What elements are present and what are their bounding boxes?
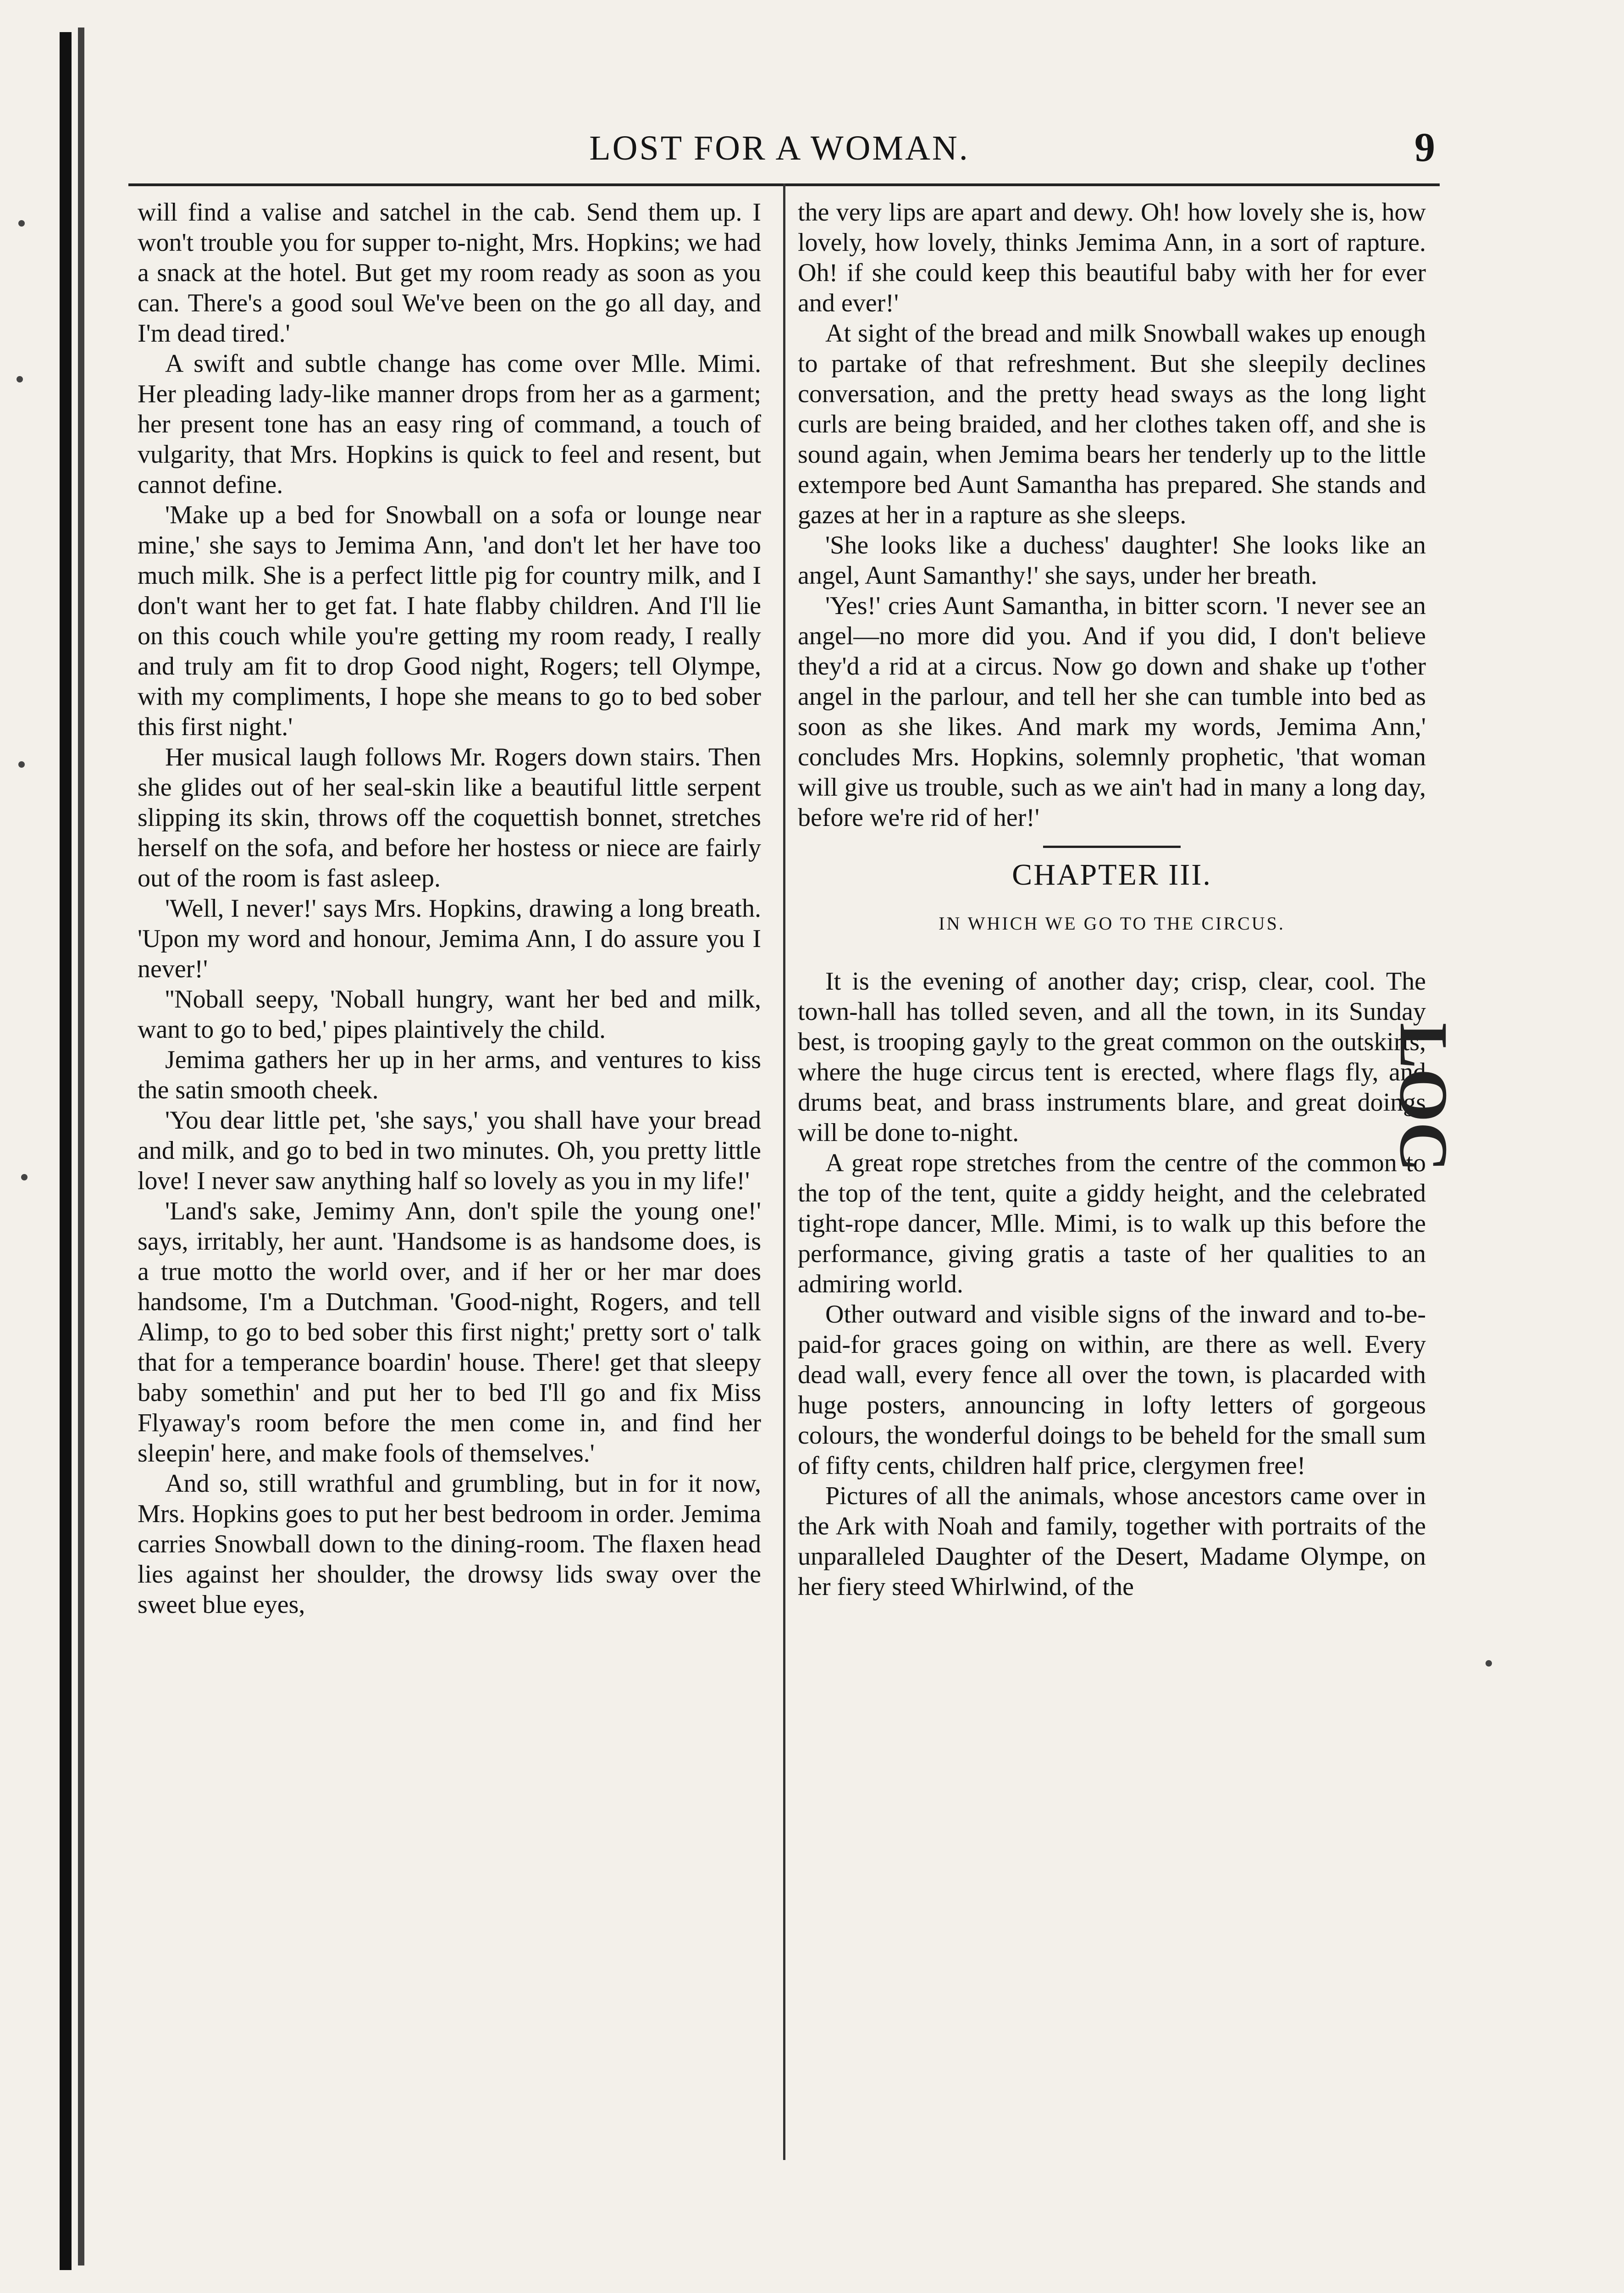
margin-speck bbox=[1486, 1660, 1492, 1667]
page-header bbox=[119, 124, 1440, 183]
margin-speck bbox=[18, 761, 25, 768]
paragraph: 'She looks like a duchess' daughter! She looks like an angel, Aunt Samanthy!' she says, under her breath. bbox=[798, 531, 1426, 590]
paragraph: Jemima gathers her up in her arms, and ventures to kiss the satin smooth cheek. bbox=[138, 1046, 761, 1104]
library-stamp: LOC bbox=[1386, 1023, 1462, 1172]
paragraph: ''Noball seepy, 'Noball hungry, want her bed and milk, want to go to bed,' pipes plaintively the child. bbox=[138, 985, 761, 1044]
paragraph: 'Make up a bed for Snowball on a sofa or lounge near mine,' she says to Jemima Ann, 'and don't let her have too much milk. She is a perfect little pig for country milk, and I don't want her to get fat. I hate flabby children. And I'll lie on this couch while you're getting my room ready, I really and truly am fit to drop Good night, Rogers; tell Olympe, with my compliments, I hope she means to go to bed sober this first night.' bbox=[138, 501, 761, 741]
paragraph: And so, still wrathful and grumbling, but in for it now, Mrs. Hopkins goes to put her best bedroom in order. Jemima carries Snowball down to the dining-room. The flaxen head lies against her shoulder, the drowsy lids sway over the sweet blue eyes, bbox=[138, 1469, 761, 1619]
chapter-title: CHAPTER III. bbox=[1012, 858, 1212, 892]
running-title: LOST FOR A WOMAN. bbox=[589, 129, 970, 167]
paragraph: 'You dear little pet, 'she says,' you shall have your bread and milk, and go to bed in two minutes. Oh, you pretty little love! I never saw anything half so lovely as you in my life!' bbox=[138, 1106, 761, 1195]
paragraph: It is the evening of another day; crisp, clear, cool. The town-hall has tolled seven, and all the town, in its Sunday best, is trooping gayly to the great common on the outskirts, where the huge circus tent is erected, where flags fly, and drums beat, and brass instruments blare, and great doings will be done to-night. bbox=[798, 967, 1426, 1147]
margin-speck bbox=[21, 1174, 28, 1180]
binding-edge bbox=[60, 32, 72, 2270]
column-divider bbox=[783, 183, 785, 2160]
paragraph: At sight of the bread and milk Snowball wakes up enough to partake of that refreshment. But she sleepily declines conversation, and the pretty head sways as the long light curls are being braided, and her clothes taken off, and she is sound again, when Jemima bears her tenderly up to the little extempore bed Aunt Samantha has prepared. She stands and gazes at her in a rapture as she sleeps. bbox=[798, 319, 1426, 529]
left-column bbox=[138, 197, 761, 2169]
paragraph: 'Well, I never!' says Mrs. Hopkins, drawing a long breath. 'Upon my word and honour, Jemima Ann, I do assure you I never!' bbox=[138, 894, 761, 983]
chapter-subtitle: IN WHICH WE GO TO THE CIRCUS. bbox=[939, 913, 1285, 934]
paragraph: 'Land's sake, Jemimy Ann, don't spile the young one!' says, irritably, her aunt. 'Handsome is as handsome does, is a true motto the world over, and if her or her mar does handsome, I'm a Dutchman. 'Good-night, Rogers, and tell Alimp, to go to bed sober this first night;' pretty sort o' talk that for a temperance boardin' house. There! get that sleepy baby somethin' and put her to bed I'll go and fix Miss Flyaway's room before the men come in, and find her sleepin' here, and make fools of themselves.' bbox=[138, 1197, 761, 1468]
paragraph: 'Yes!' cries Aunt Samantha, in bitter scorn. 'I never see an angel—no more did you. And if you did, I don't believe they'd a rid at a circus. Now go down and shake up t'other angel in the parlour, and tell her she can tumble into bed as soon as she likes. And mark my words, Jemima Ann,' concludes Mrs. Hopkins, solemnly prophetic, 'that woman will give us trouble, such as we ain't had in many a long day, before we're rid of her!' bbox=[798, 592, 1426, 832]
paragraph: A great rope stretches from the centre of the common to the top of the tent, quite a giddy height, and the celebrated tight-rope dancer, Mlle. Mimi, is to walk up this before the performance, giving gratis a taste of her qualities to an admiring world. bbox=[798, 1149, 1426, 1298]
chapter-rule bbox=[1043, 846, 1181, 848]
paragraph: the very lips are apart and dewy. Oh! how lovely she is, how lovely, how lovely, thinks Jemima Ann, in a sort of rapture. Oh! if she could keep this beautiful baby with her for ever and ever!' bbox=[798, 198, 1426, 317]
margin-speck bbox=[17, 376, 23, 382]
margin-speck bbox=[18, 220, 25, 227]
paragraph: Pictures of all the animals, whose ancestors came over in the Ark with Noah and family, together with portraits of the unparalleled Daughter of the Desert, Madame Olympe, on her fiery steed Whirlwind, of the bbox=[798, 1482, 1426, 1601]
paragraph: Other outward and visible signs of the inward and to-be-paid-for graces going on within, are there as well. Every dead wall, every fence all over the town, is placarded with huge posters, announcing in lofty letters of gorgeous colours, the wonderful doings to be beheld for the small sum of fifty cents, children half price, clergymen free! bbox=[798, 1300, 1426, 1480]
right-column bbox=[798, 197, 1426, 2169]
binding-edge-shadow bbox=[78, 28, 84, 2265]
paragraph: Her musical laugh follows Mr. Rogers down stairs. Then she glides out of her seal-skin like a beautiful little serpent slipping its skin, throws off the coquettish bonnet, stretches herself on the sofa, and before her hostess or niece are fairly out of the room is fast asleep. bbox=[138, 743, 761, 892]
paragraph: A swift and subtle change has come over Mlle. Mimi. Her pleading lady-like manner drops from her as a garment; her present tone has an easy ring of command, a touch of vulgarity, that Mrs. Hopkins is quick to feel and resent, but cannot define. bbox=[138, 349, 761, 499]
paragraph: will find a valise and satchel in the cab. Send them up. I won't trouble you for supper to-night, Mrs. Hopkins; we had a snack at the hotel. But get my room ready as soon as you can. There's a good soul We've been on the go all day, and I'm dead tired.' bbox=[138, 198, 761, 348]
page-number: 9 bbox=[1414, 125, 1435, 170]
